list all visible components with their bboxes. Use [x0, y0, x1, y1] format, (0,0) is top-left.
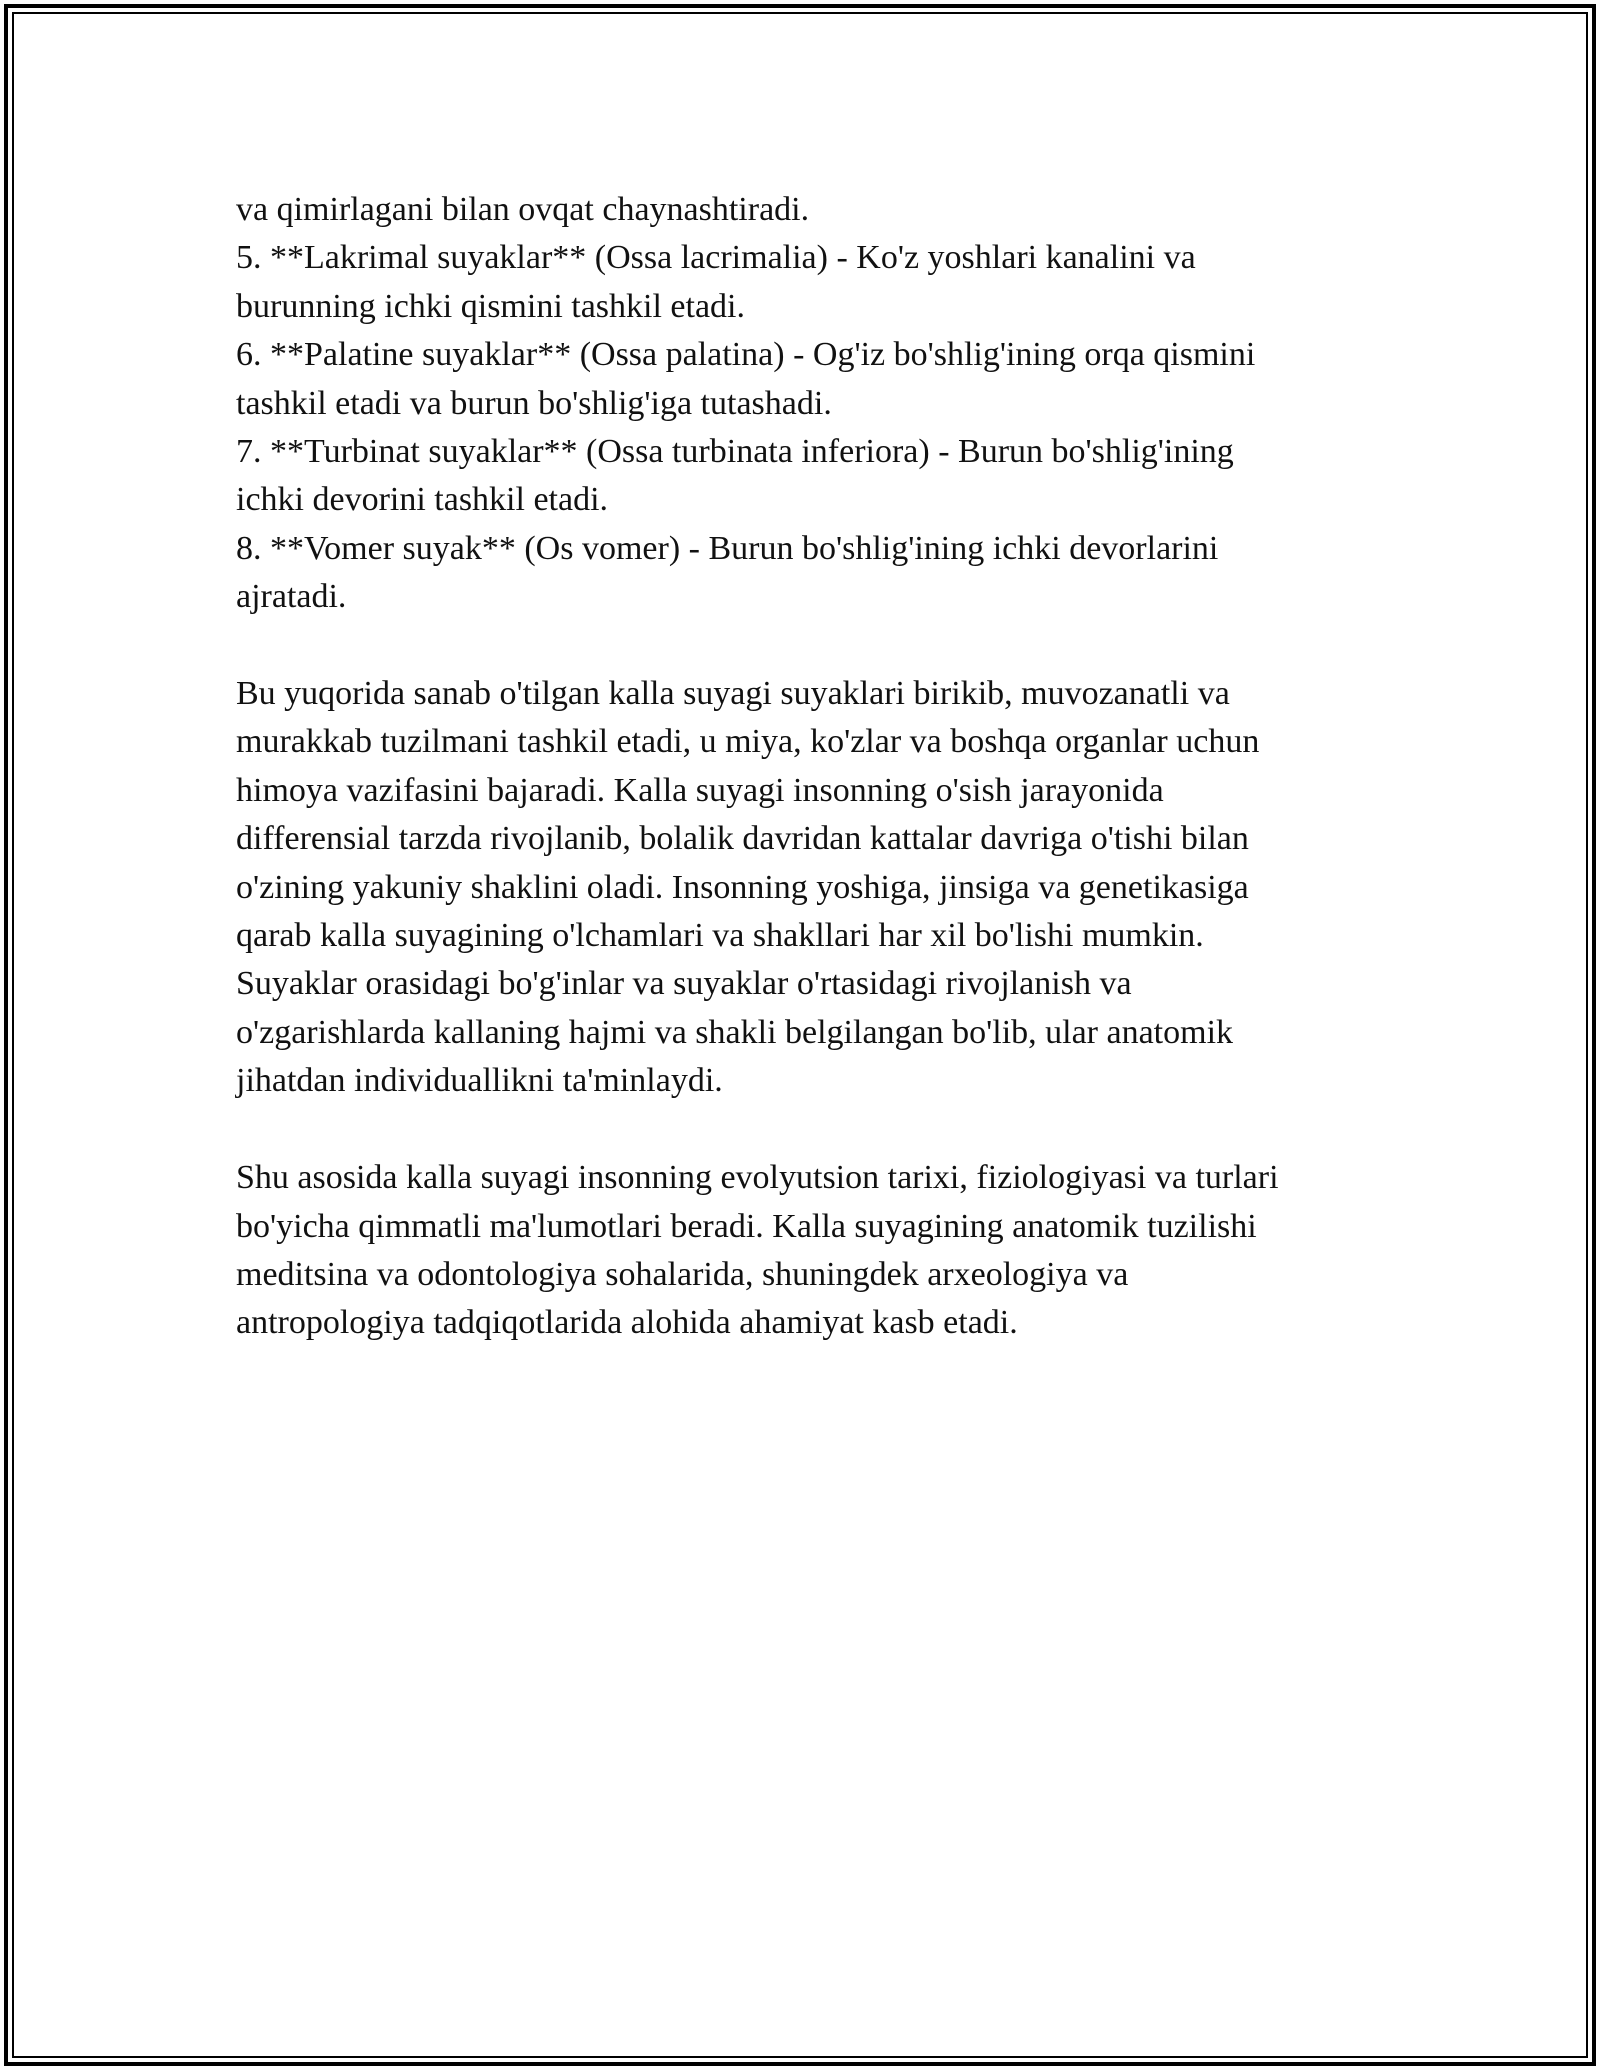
text-line: bo'yicha qimmatli ma'lumotlari beradi. Kalla suyagining anatomik tuzilishi — [236, 1207, 1257, 1245]
list-item-vomer: 8. **Vomer suyak** (Os vomer) - Burun bo'shlig'ining ichki devorlarini — [236, 529, 1219, 567]
text-line: murakkab tuzilmani tashkil etadi, u miya, ko'zlar va boshqa organlar uchun — [236, 723, 1260, 761]
text-line: o'zining yakuniy shaklini oladi. Insonning yoshiga, jinsiga va genetikasiga — [236, 868, 1249, 906]
list-item-palatine: 6. **Palatine suyaklar** (Ossa palatina) - Og'iz bo'shlig'ining orqa qismini — [236, 336, 1256, 374]
text-line: ichki devorini tashkil etadi. — [236, 481, 609, 519]
paragraph-skull-structure — [236, 670, 1376, 1106]
text-line: himoya vazifasini bajaradi. Kalla suyagi insonning o'sish jarayonida — [236, 771, 1164, 809]
document-body — [236, 186, 1376, 1348]
text-line: burunning ichki qismini tashkil etadi. — [236, 287, 746, 325]
list-item-lacrimal: 5. **Lakrimal suyaklar** (Ossa lacrimalia) - Ko'z yoshlari kanalini va — [236, 239, 1196, 277]
text-line: Bu yuqorida sanab o'tilgan kalla suyagi suyaklari birikib, muvozanatli va — [236, 675, 1230, 713]
text-line: Shu asosida kalla suyagi insonning evolyutsion tarixi, fiziologiyasi va turlari — [236, 1159, 1279, 1197]
paragraph-conclusion — [236, 1154, 1376, 1348]
text-line: differensial tarzda rivojlanib, bolalik davridan kattalar davriga o'tishi bilan — [236, 820, 1249, 858]
text-line: antropologiya tadqiqotlarida alohida ahamiyat kasb etadi. — [236, 1304, 1018, 1342]
list-item-turbinat: 7. **Turbinat suyaklar** (Ossa turbinata inferiora) - Burun bo'shlig'ining — [236, 433, 1234, 471]
text-line: jihatdan individuallikni ta'minlaydi. — [236, 1062, 723, 1100]
paragraph-bone-list — [236, 186, 1376, 622]
text-line: tashkil etadi va burun bo'shlig'iga tutashadi. — [236, 384, 832, 422]
text-line: va qimirlagani bilan ovqat chaynashtiradi. — [236, 191, 810, 228]
text-line: qarab kalla suyagining o'lchamlari va shakllari har xil bo'lishi mumkin. — [236, 917, 1204, 955]
text-line: Suyaklar orasidagi bo'g'inlar va suyaklar o'rtasidagi rivojlanish va — [236, 965, 1132, 1003]
text-line: ajratadi. — [236, 578, 347, 616]
text-line: meditsina va odontologiya sohalarida, shuningdek arxeologiya va — [236, 1255, 1129, 1293]
text-line: o'zgarishlarda kallaning hajmi va shakli belgilangan bo'lib, ular anatomik — [236, 1013, 1234, 1051]
